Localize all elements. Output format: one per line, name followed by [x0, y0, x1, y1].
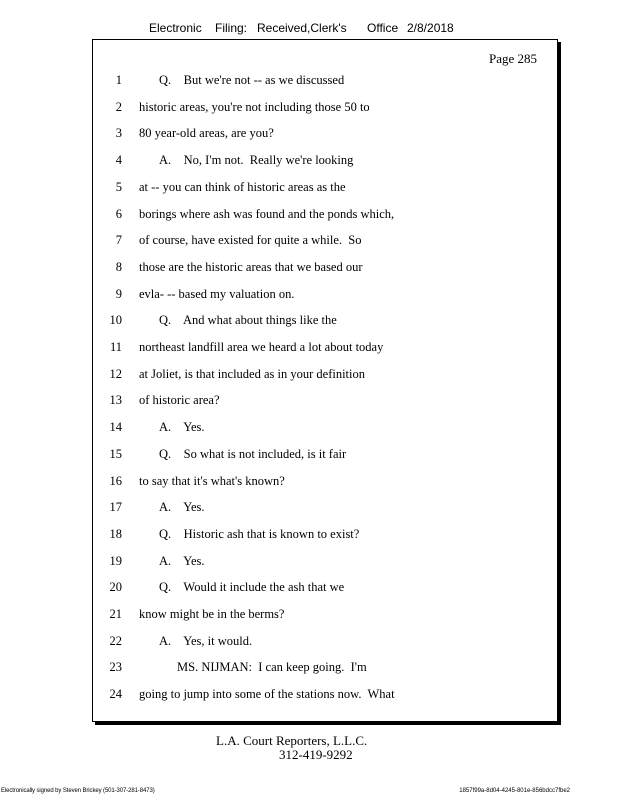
transcript-line: [93, 497, 557, 517]
transcript-line: [93, 177, 557, 197]
transcript-line: [93, 524, 557, 544]
line-text: Q. So what is not included, is it fair: [159, 446, 347, 461]
header-date: 2/8/2018: [407, 21, 454, 35]
line-number: 3: [115, 126, 122, 141]
transcript-line: [93, 604, 557, 624]
signature-left: Electronically signed by Steven Brickey (501-307-281-8473): [1, 788, 155, 794]
transcript-line: [93, 70, 557, 90]
line-number: 4: [115, 153, 122, 168]
line-text: A. Yes.: [159, 500, 205, 515]
line-number: 24: [109, 687, 122, 702]
header-received: Received,Clerk's: [257, 21, 347, 35]
transcript-line: [93, 150, 557, 170]
line-text: northeast landfill area we heard a lot about today: [139, 340, 384, 354]
line-text: Q. Historic ash that is known to exist?: [159, 526, 360, 541]
signature-right: 1857f99a-8d04-4245-801e-856bdcc7fbe2: [459, 788, 570, 794]
line-number: 7: [115, 233, 122, 248]
transcript-line: [93, 364, 557, 384]
line-text: at -- you can think of historic areas as the: [139, 179, 346, 194]
transcript-line: [93, 684, 557, 704]
transcript-page: [92, 39, 558, 722]
line-text: 80 year-old areas, are you?: [139, 126, 274, 141]
transcript-line: [93, 417, 557, 437]
transcript-line: [93, 204, 557, 224]
line-text: A. No, I'm not. Really we're looking: [159, 153, 354, 168]
line-text: A. Yes.: [159, 553, 205, 568]
line-number: 19: [109, 553, 122, 568]
transcript-line: [93, 551, 557, 571]
line-text: historic areas, you're not including those 50 to: [139, 99, 370, 114]
line-text: Q. Would it include the ash that we: [159, 580, 345, 595]
line-text: to say that it's what's known?: [139, 473, 285, 488]
transcript-line: [93, 471, 557, 491]
line-text: evla- -- based my valuation on.: [139, 286, 295, 301]
transcript-line: [93, 631, 557, 651]
transcript-line: [93, 337, 557, 357]
line-number: 2: [115, 99, 122, 114]
line-number: 5: [115, 179, 122, 194]
line-number: 20: [109, 580, 122, 595]
transcript-line: [93, 230, 557, 250]
line-text: of historic area?: [139, 393, 220, 408]
line-number: 1: [115, 73, 122, 87]
line-text: those are the historic areas that we based our: [139, 259, 363, 274]
line-number: 16: [109, 473, 122, 488]
transcript-line: [93, 123, 557, 143]
line-number: 18: [109, 526, 122, 541]
transcript-line: [93, 97, 557, 117]
line-number: 10: [109, 313, 122, 328]
transcript-line: [93, 390, 557, 410]
line-text: going to jump into some of the stations now. What: [139, 687, 395, 702]
line-number: 17: [109, 500, 122, 515]
line-text: Q. And what about things like the: [159, 313, 337, 328]
line-text: A. Yes.: [159, 420, 205, 435]
line-number: 12: [109, 366, 122, 381]
line-number: 14: [109, 420, 122, 435]
transcript-line: [93, 310, 557, 330]
line-number: 23: [109, 660, 122, 675]
line-number: 11: [109, 340, 122, 354]
line-text: borings where ash was found and the ponds which,: [139, 206, 395, 221]
line-text: of course, have existed for quite a while. So: [139, 233, 362, 248]
line-number: 21: [109, 607, 122, 621]
line-text: MS. NIJMAN: I can keep going. I'm: [177, 660, 367, 675]
transcript-line: [93, 284, 557, 304]
line-number: 15: [109, 446, 122, 461]
line-text: at Joliet, is that included as in your definition: [139, 366, 366, 381]
line-number: 8: [115, 259, 122, 274]
transcript-line: [93, 444, 557, 464]
header-electronic: Electronic: [149, 21, 202, 35]
header-filing: Filing:: [215, 21, 248, 35]
line-number: 6: [115, 206, 122, 221]
transcript-line: [93, 657, 557, 677]
footer-phone: 312-419-9292: [279, 747, 353, 762]
footer-company: L.A. Court Reporters, L.L.C.: [216, 733, 368, 748]
transcript-line: [93, 577, 557, 597]
line-text: A. Yes, it would.: [159, 633, 253, 648]
line-number: 22: [109, 633, 122, 648]
line-text: Q. But we're not -- as we discussed: [159, 73, 345, 87]
line-text: know might be in the berms?: [139, 607, 285, 621]
line-number: 9: [115, 286, 122, 301]
page-number: Page 285: [488, 51, 537, 66]
line-number: 13: [109, 393, 122, 408]
transcript-line: [93, 257, 557, 277]
header-office: Office: [367, 21, 399, 35]
